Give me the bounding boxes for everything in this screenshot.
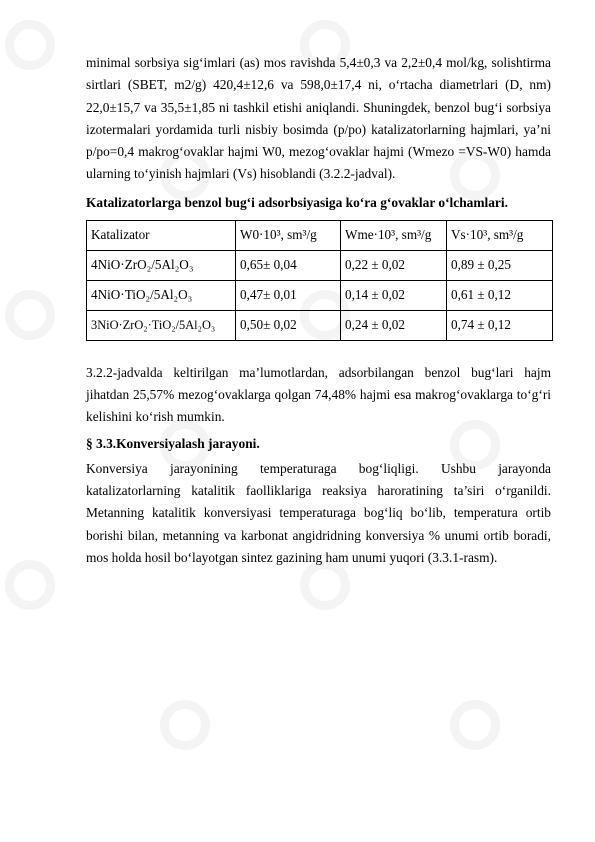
paragraph-conversion: Konversiya jarayonining temperaturaga bog‘liqligi. Ushbu jarayonda katalizatorlarning katalitik faolliklariga reaksiya haroratining ta’siri o‘rganildi. Metanning katalitik konversiyasi temperaturaga bog‘liq bo‘lib, temperatura ortib borishi bilan, metanning va karbonat angidridning konversiya % unumi ortib boradi, mos holda hosil bo‘layotgan sintez gazining ham unumi yuqori (3.3.1-rasm). bbox=[86, 460, 551, 565]
table-cell: 0,47± 0,01 bbox=[236, 280, 341, 310]
table-cell: 0,74 ± 0,12 bbox=[447, 310, 553, 340]
paragraph-sorption-results: minimal sorbsiya sig‘imlari (as) mos ravishda 5,4±0,3 va 2,2±0,4 mol/kg, solishtirma sirtlari (SBET, m2/g) 420,4±12,6 va 598,0±17,4 ni, o‘rtacha diametrlari (D, nm) 22,0±15,7 va 35,5±1,85 ni tashkil etishi aniqlandi. Shuningdek, benzol bug‘i sorbsiya izotermalari yordamida turli nisbiy bosimda (p/po) katalizatorlarning hajmlari, ya’ni p/po=0,4 makrog‘ovaklar hajmi W0, mezog‘ovaklar hajmi (Wmezo =VS-W0) hamda ularning to‘yinish hajmlari (Vs) hisoblandi (3.2.2-jadval). bbox=[86, 55, 551, 182]
table-header-cell: Wme·10³, sm³/g bbox=[341, 220, 447, 250]
table-cell: 0,14 ± 0,02 bbox=[341, 280, 447, 310]
table-cell: 0,65± 0,04 bbox=[236, 250, 341, 280]
table-cell: 0,24 ± 0,02 bbox=[341, 310, 447, 340]
table-cell: 0,50± 0,02 bbox=[236, 310, 341, 340]
table-cell: 0,22 ± 0,02 bbox=[341, 250, 447, 280]
table-title: Katalizatorlarga benzol bug‘i adsorbsiyasiga ko‘ra g‘ovaklar o‘lchamlari. bbox=[86, 194, 508, 210]
watermark-ring bbox=[5, 20, 55, 70]
section-title: § 3.3.Konversiyalash jarayoni. bbox=[86, 435, 260, 451]
table-row bbox=[87, 250, 553, 280]
table-cell: 3NiO·ZrO₂·TiO₂/5Al₂O₃ bbox=[87, 310, 236, 340]
table-cell: 4NiO·TiO₂/5Al₂O₃ bbox=[87, 280, 236, 310]
watermark-ring bbox=[160, 700, 210, 750]
pore-size-table bbox=[86, 220, 553, 341]
document-page bbox=[86, 52, 551, 569]
table-header-cell: Katalizator bbox=[87, 220, 236, 250]
watermark-ring bbox=[5, 560, 55, 610]
table-header-row bbox=[87, 220, 553, 250]
table-row bbox=[87, 280, 553, 310]
table-row bbox=[87, 310, 553, 340]
table-cell: 0,61 ± 0,12 bbox=[447, 280, 553, 310]
watermark-ring bbox=[5, 290, 55, 340]
table-cell: 0,89 ± 0,25 bbox=[447, 250, 553, 280]
table-header-cell: Vs·10³, sm³/g bbox=[447, 220, 553, 250]
table-cell: 4NiO·ZrO₂/5Al₂O₃ bbox=[87, 250, 236, 280]
paragraph-table-analysis: 3.2.2-jadvalda keltirilgan ma’lumotlardan, adsorbilangan benzol bug‘lari hajm jihatdan 25,57% mezog‘ovaklarga qolgan 74,48% hajmi esa makrog‘ovaklarga to‘g‘ri kelishini ko‘rish mumkin. bbox=[86, 364, 551, 425]
table-header-cell: W0·10³, sm³/g bbox=[236, 220, 341, 250]
watermark-ring bbox=[450, 700, 500, 750]
